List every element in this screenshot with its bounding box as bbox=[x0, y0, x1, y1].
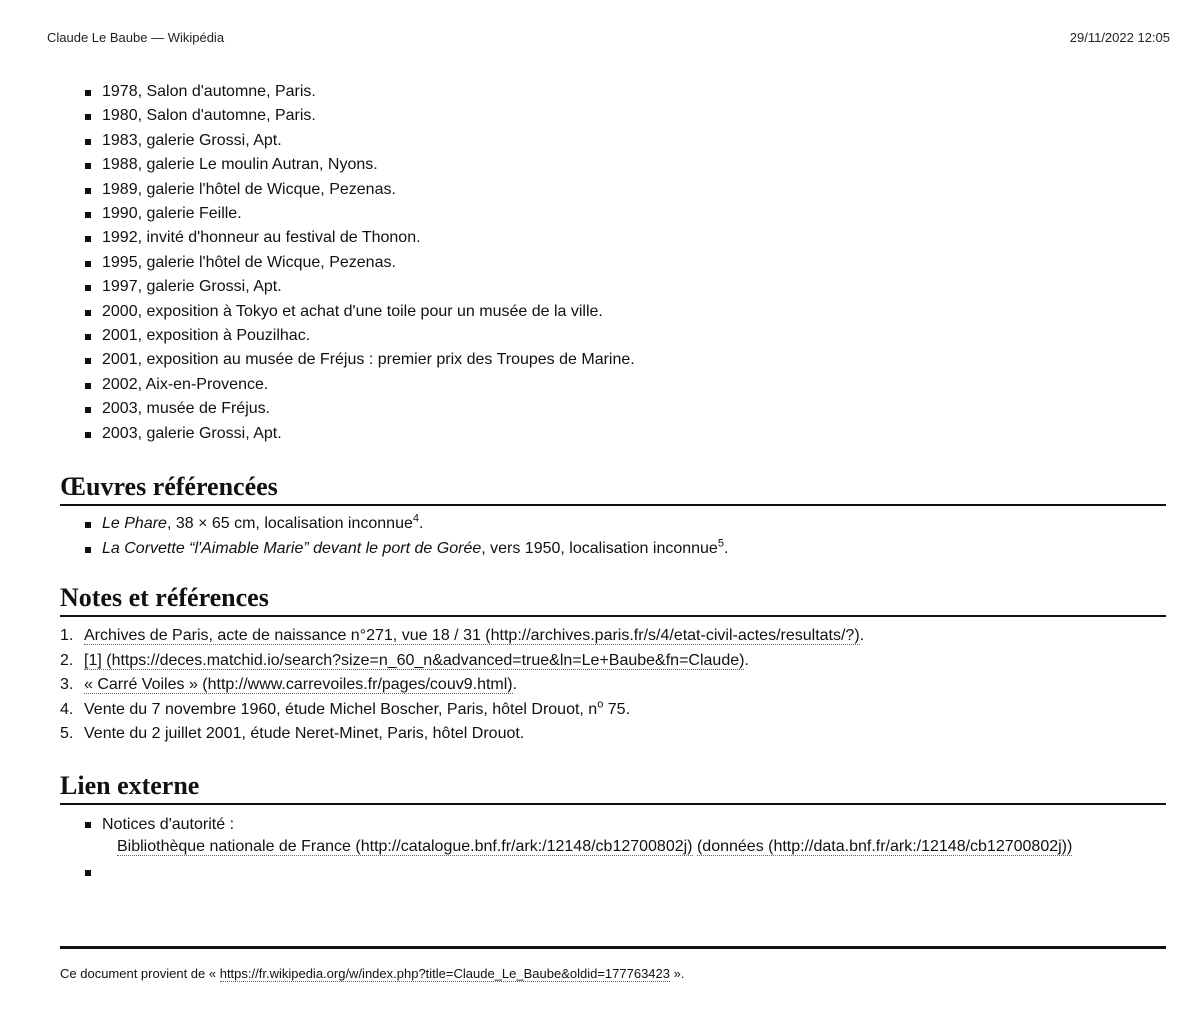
bullet-icon bbox=[85, 310, 91, 316]
bullet-icon bbox=[85, 407, 91, 413]
source-url-link[interactable]: https://fr.wikipedia.org/w/index.php?title=Claude_Le_Baube&oldid=177763423 bbox=[219, 966, 670, 981]
list-item: 2001, exposition à Pouzilhac. bbox=[60, 324, 1166, 348]
authority-label: Notices d'autorité : bbox=[102, 815, 235, 833]
list-item: 2000, exposition à Tokyo et achat d'une toile pour un musée de la ville. bbox=[60, 300, 1166, 324]
list-item: 1988, galerie Le moulin Autran, Nyons. bbox=[60, 153, 1166, 177]
bullet-icon bbox=[85, 822, 91, 828]
footer-divider bbox=[60, 946, 1166, 949]
list-item: 1997, galerie Grossi, Apt. bbox=[60, 275, 1166, 299]
bullet-icon bbox=[85, 236, 91, 242]
bnf-catalogue-link[interactable]: Bibliothèque nationale de France (http://catalogue.bnf.fr/ark:/12148/cb12700802j) bbox=[117, 837, 693, 855]
print-datetime: 29/11/2022 12:05 bbox=[1069, 30, 1170, 45]
bullet-icon bbox=[85, 383, 91, 389]
list-item: 1995, galerie l'hôtel de Wicque, Pezenas. bbox=[60, 251, 1166, 275]
external-link[interactable]: Archives de Paris, acte de naissance n°271, vue 18 / 31 (http://archives.paris.fr/s/4/etat-civil-actes/resultats/?) bbox=[84, 626, 860, 644]
footnote-link[interactable]: 5 bbox=[717, 537, 724, 550]
work-title: Le Phare bbox=[102, 515, 167, 533]
external-links-list bbox=[60, 814, 1166, 884]
bullet-icon bbox=[85, 188, 91, 194]
bullet-icon bbox=[85, 358, 91, 364]
article-content bbox=[60, 80, 1166, 884]
external-link[interactable]: [1] (https://deces.matchid.io/search?size=n_60_n&advanced=true&ln=Le+Baube&fn=Claude) bbox=[84, 651, 745, 669]
bullet-icon bbox=[85, 261, 91, 267]
exhibitions-list bbox=[60, 80, 1166, 446]
list-item: 1980, Salon d'automne, Paris. bbox=[60, 104, 1166, 128]
list-item: 2001, exposition au musée de Fréjus : premier prix des Troupes de Marine. bbox=[60, 348, 1166, 372]
reference-item: 5. Vente du 2 juillet 2001, étude Neret-Minet, Paris, hôtel Drouot. bbox=[60, 725, 525, 743]
bullet-icon bbox=[85, 114, 91, 120]
section-heading-notes: Notes et références bbox=[60, 583, 1166, 617]
document-title: Claude Le Baube — Wikipédia bbox=[47, 30, 225, 45]
print-header bbox=[47, 30, 1170, 50]
bullet-icon bbox=[85, 285, 91, 291]
bullet-icon bbox=[85, 163, 91, 169]
footer-source: Ce document provient de « https://fr.wikipedia.org/w/index.php?title=Claude_Le_Baube&oldid=177763423 ». bbox=[60, 966, 685, 981]
bullet-icon bbox=[85, 212, 91, 218]
bullet-icon bbox=[85, 334, 91, 340]
bullet-icon bbox=[85, 870, 91, 876]
list-item bbox=[60, 814, 1166, 858]
section-heading-works: Œuvres référencées bbox=[60, 472, 1166, 506]
references-list bbox=[60, 624, 1166, 747]
list-item: 2002, Aix-en-Provence. bbox=[60, 373, 1166, 397]
list-item: 1983, galerie Grossi, Apt. bbox=[60, 129, 1166, 153]
list-item: 1978, Salon d'automne, Paris. bbox=[60, 80, 1166, 104]
work-title: La Corvette “l'Aimable Marie” devant le port de Gorée bbox=[102, 539, 482, 557]
list-item: La Corvette “l'Aimable Marie” devant le port de Gorée, vers 1950, localisation inconnue$^5$. bbox=[60, 537, 1166, 561]
works-list bbox=[60, 512, 1166, 561]
bullet-icon bbox=[85, 522, 91, 528]
list-item: 2003, galerie Grossi, Apt. bbox=[60, 422, 1166, 446]
reference-item: 4. Vente du 7 novembre 1960, étude Michel Boscher, Paris, hôtel Drouot, $n^o$ 75. bbox=[60, 698, 631, 718]
list-item: Le Phare, 38 × 65 cm, localisation inconnue$^4$. bbox=[60, 512, 1166, 536]
list-item-empty bbox=[60, 860, 1166, 884]
bullet-icon bbox=[85, 90, 91, 96]
reference-item: 3. « Carré Voiles » (http://www.carrevoiles.fr/pages/couv9.html). bbox=[60, 676, 518, 694]
bullet-icon bbox=[85, 139, 91, 145]
list-item: 2003, musée de Fréjus. bbox=[60, 397, 1166, 421]
bullet-icon bbox=[85, 432, 91, 438]
list-item: 1992, invité d'honneur au festival de Thonon. bbox=[60, 226, 1166, 250]
list-item: 1990, galerie Feille. bbox=[60, 202, 1166, 226]
bnf-data-link[interactable]: (données (http://data.bnf.fr/ark:/12148/cb12700802j)) bbox=[696, 837, 1073, 855]
reference-item: 2. [1] (https://deces.matchid.io/search?size=n_60_n&advanced=true&ln=Le+Baube&fn=Claude). bbox=[60, 651, 749, 669]
bullet-icon bbox=[85, 547, 91, 553]
footnote-link[interactable]: 4 bbox=[412, 512, 419, 525]
list-item: 1989, galerie l'hôtel de Wicque, Pezenas. bbox=[60, 178, 1166, 202]
section-heading-external: Lien externe bbox=[60, 771, 1166, 805]
external-link[interactable]: « Carré Voiles » (http://www.carrevoiles.fr/pages/couv9.html) bbox=[84, 676, 513, 694]
reference-item: 1. Archives de Paris, acte de naissance n°271, vue 18 / 31 (http://archives.paris.fr/s/4/etat-civil-actes/resultats/?). bbox=[60, 626, 865, 644]
